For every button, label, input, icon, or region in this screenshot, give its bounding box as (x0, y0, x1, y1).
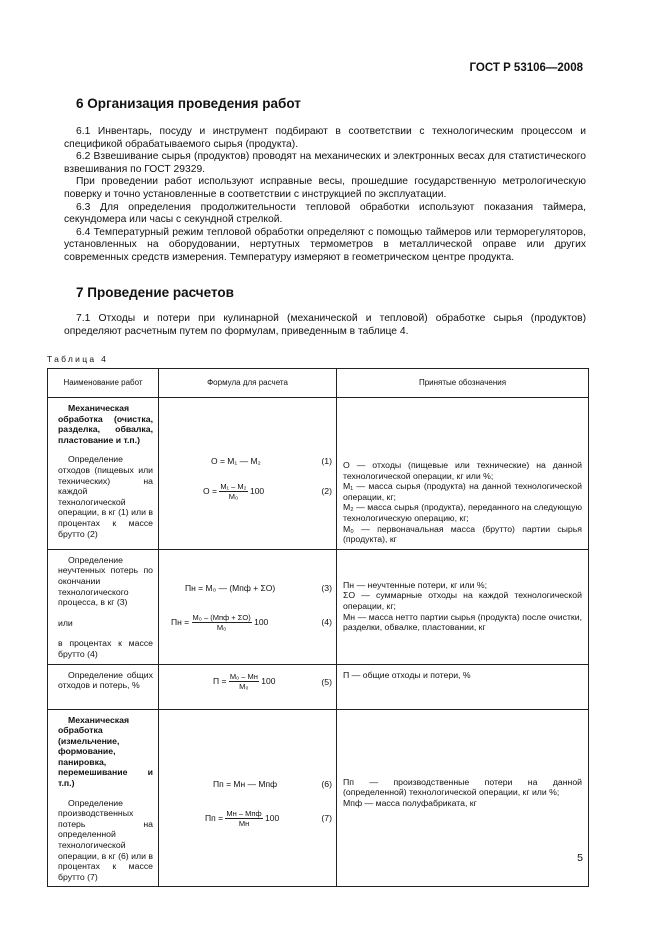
fraction-denominator: М₀ (216, 622, 227, 632)
notation-item: М₂ — масса сырья (продукта), переданного на следующую технологическую операцию, кг; (343, 502, 582, 523)
table-caption: Таблица 4 (47, 354, 109, 364)
notation-item: Пн — неучтенные потери, кг или %; (343, 579, 488, 590)
formula-number: (3) (321, 582, 332, 593)
notation-item: М₀ — первоначальная масса (брутто) партии сырья (продукта), кг (343, 523, 582, 545)
notation-cell (337, 664, 589, 709)
notation-item: О — отходы (пищевые или технические) на данной технологической операции, кг или %; (343, 460, 582, 481)
formula-cell (159, 549, 337, 664)
formula-number: (6) (321, 778, 332, 789)
para-6-4: 6.4 Температурный режим тепловой обработки определяют с помощью таймеров или терморегуляторов, установленных на оборудовании, нертутных термометров в металлической оправе или других современных средств измерения. Температуру измеряют в геометрическом центре продукта. (64, 226, 586, 263)
formula-2 (203, 482, 264, 501)
formula-multiplier: 100 (265, 812, 280, 823)
formula-multiplier: 100 (249, 485, 265, 496)
formula-number: (4) (321, 616, 332, 627)
formula-lhs: П = (213, 675, 227, 686)
fraction-numerator: М₀ – (Мпф + ΣО) (192, 612, 251, 622)
header-formula: Формула для расчета (159, 369, 337, 398)
table-row (48, 398, 589, 550)
notation-item: Пп — производственные потери на данной (определенной) технологической операции, кг или %; (343, 776, 582, 798)
header-notation: Принятые обозначения (337, 369, 589, 398)
formula-lhs: О = (203, 485, 217, 496)
fraction-denominator: М₀ (239, 681, 249, 691)
row-work-name: Определение отходов (пищевых или технических) на каждой технологической операции, в кг (1) или в процентах к массе брутто (2) (58, 454, 153, 539)
row-heading: Механическая обработка (измельчение, формование, панировка, перемешивание и т.п.) (58, 714, 153, 789)
formula-7 (205, 809, 279, 828)
notation-cell (337, 398, 589, 550)
formula-number: (1) (321, 456, 332, 466)
formula-multiplier: 100 (254, 616, 269, 627)
notation-item: П — общие отходы и потери, % (343, 669, 471, 680)
formula-number: (7) (321, 812, 332, 823)
row-work-name-percent: в процентах к массе брутто (4) (58, 638, 153, 659)
table-row (48, 664, 589, 709)
table-header-row (48, 369, 589, 398)
fraction (219, 482, 247, 501)
fraction-numerator: М₁ – М₂ (220, 482, 247, 491)
notation-item: ΣО — суммарные отходы на каждой технологической операции, кг; (343, 590, 582, 611)
fraction-numerator: М₀ – Мн (229, 671, 258, 681)
fraction (229, 672, 259, 691)
notation-item: М₁ — масса сырья (продукта) на данной технологической операции, кг; (343, 481, 582, 502)
formula-lhs: Пп = (205, 812, 224, 823)
formula-cell (159, 398, 337, 550)
formula-5 (213, 672, 275, 691)
formula-4 (171, 613, 268, 632)
notation-cell (337, 549, 589, 664)
para-6-2-b: При проведении работ используют исправные весы, прошедшие государственную метрологическую поверку и точно установленные в соответствии с инструкцией по эксплуатации. (64, 176, 586, 200)
table-row (48, 549, 589, 664)
formula-1: О = М₁ — М₂ (211, 456, 261, 466)
page-number: 5 (577, 852, 583, 864)
notation-cell (337, 709, 589, 887)
fraction-numerator: Мн – Мпф (226, 808, 262, 818)
section-7-body (64, 313, 586, 338)
row-heading: Механическая обработка (очистка, разделка, обвалка, пластование и т.п.) (58, 403, 153, 445)
fraction-denominator: Мн (238, 818, 250, 828)
formula-6: Пп = Мн — Мпф (213, 778, 278, 789)
para-6-2: 6.2 Взвешивание сырья (продуктов) проводят на механических и электронных весах для статистического взвешивания по ГОСТ 29329. (64, 151, 586, 175)
formula-3: Пн = М₀ — (Мпф + ΣО) (185, 582, 276, 593)
fraction (192, 613, 252, 632)
formula-lhs: Пн = (171, 616, 190, 627)
para-7-1: 7.1 Отходы и потери при кулинарной (механической и тепловой) обработке сырья (продуктов) определяют расчетным путем по формулам, приведенным в таблице 4. (64, 313, 586, 337)
formula-number: (5) (321, 676, 332, 687)
row-work-name-or: или (58, 617, 73, 628)
formula-cell (159, 709, 337, 887)
notation-item: Мпф — масса полуфабриката, кг (343, 797, 477, 808)
header-work-name: Наименование работ (48, 369, 159, 398)
formula-number: (2) (321, 486, 332, 496)
section-6-body (64, 126, 586, 265)
fraction (225, 809, 262, 828)
formula-multiplier: 100 (261, 675, 276, 686)
section-6-title: 6 Организация проведения работ (76, 96, 301, 111)
para-6-1: 6.1 Инвентарь, посуду и инструмент подбирают в соответствии с технологическим процессом и спецификой обрабатываемого сырья (продукта). (64, 126, 586, 150)
notation-item: Мн — масса нетто партии сырья (продукта) после очистки, разделки, обвалке, пластовании, кг (343, 611, 582, 633)
table-row (48, 709, 589, 887)
document-id: ГОСТ Р 53106—2008 (469, 62, 583, 74)
formula-table (47, 368, 589, 887)
row-work-name: Определение общих отходов и потерь, % (58, 669, 153, 691)
section-7-title: 7 Проведение расчетов (76, 285, 234, 300)
row-work-name: Определение производственных потерь на определенной технологической операции, в кг (6) или в процентах к массе брутто (7) (58, 797, 153, 882)
fraction-denominator: М₀ (228, 492, 239, 501)
para-6-3: 6.3 Для определения продолжительности тепловой обработки используют показания таймера, секундомера или часы с секундной стрелкой. (64, 201, 586, 226)
row-work-name: Определение неучтенных потерь по окончании технологического процесса, в кг (3) (58, 554, 153, 608)
formula-cell (159, 664, 337, 709)
